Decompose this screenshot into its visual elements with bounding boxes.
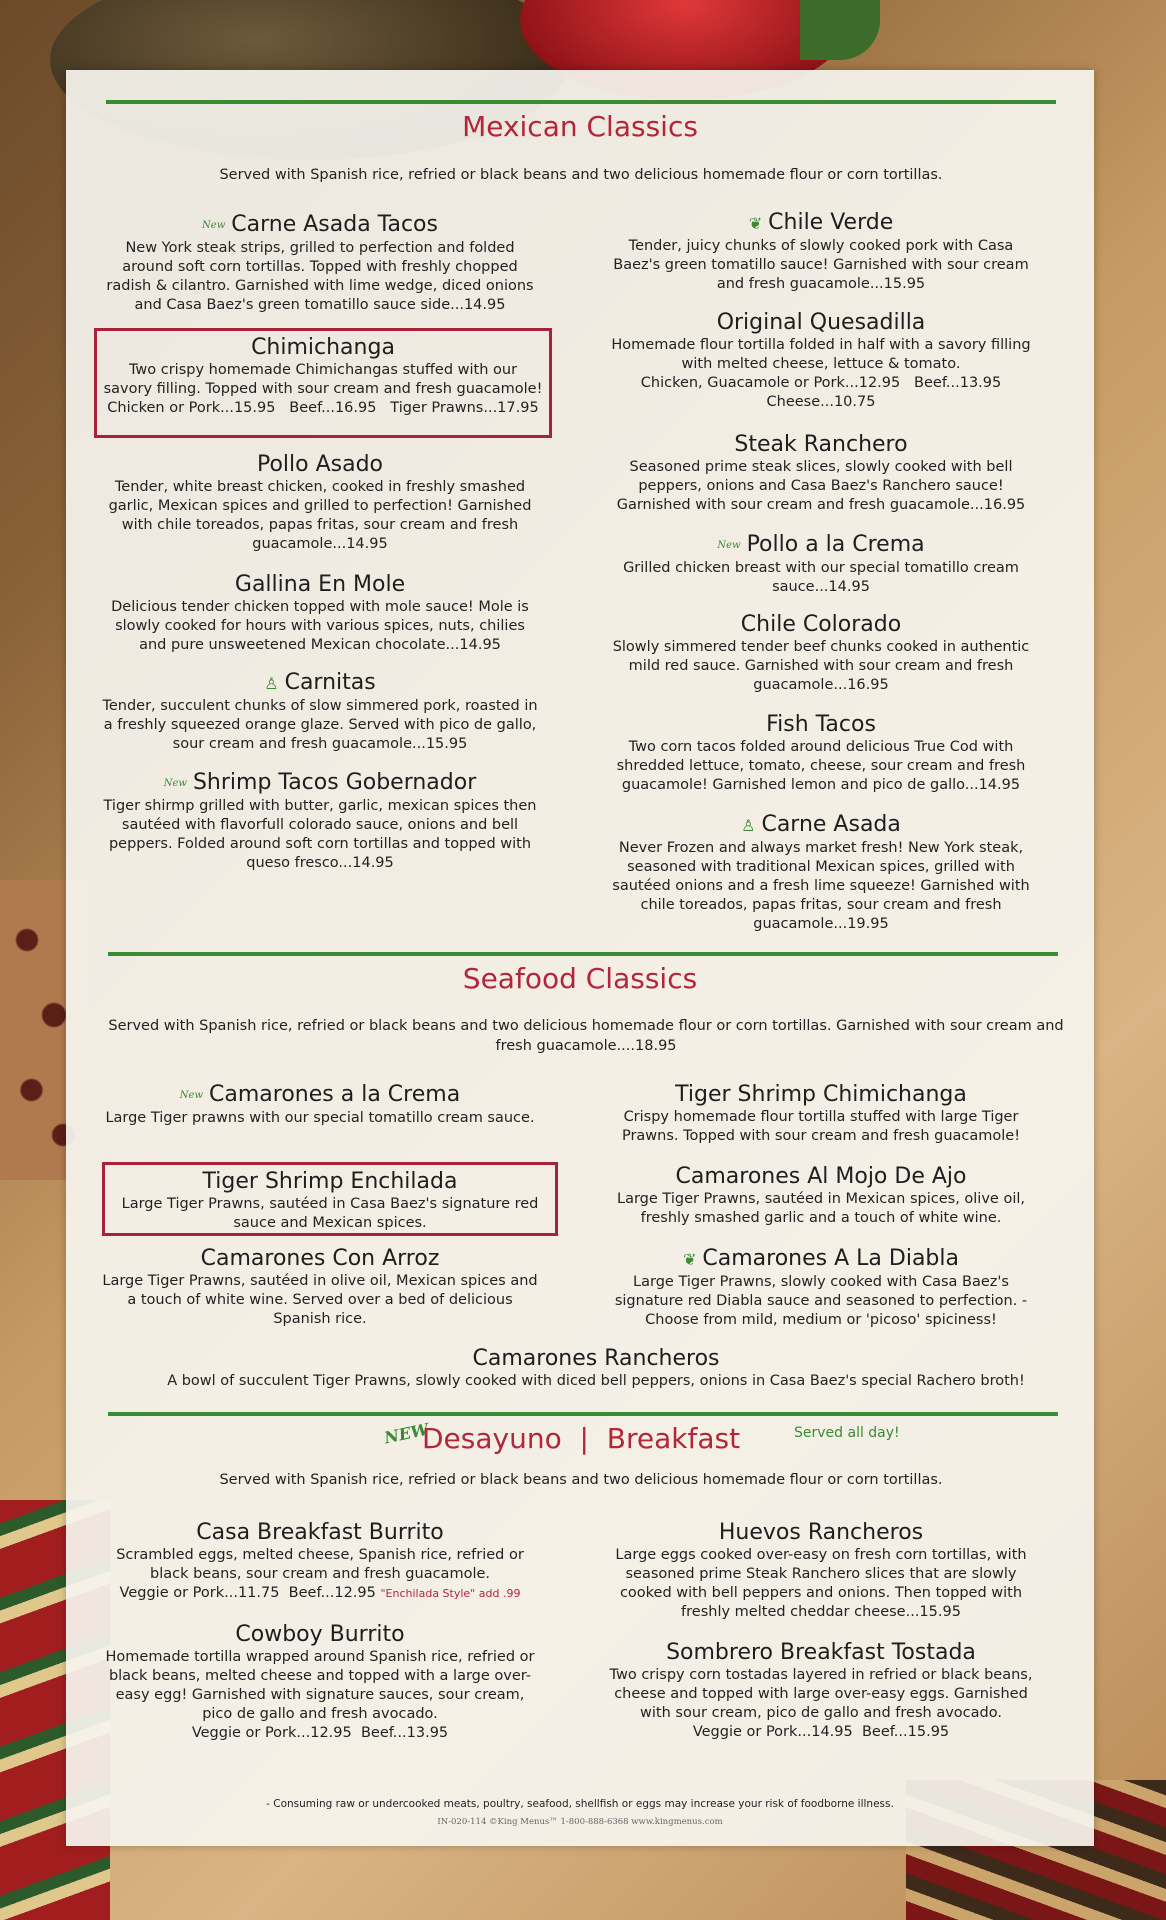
item-description: Seasoned prime steak slices, slowly cooked with bell peppers, onions and Casa Baez's Ranchero sauce! Garnished with sour cream and fresh guacamole...16.95	[616, 459, 1026, 513]
item-name: Pollo a la Crema	[746, 532, 925, 557]
section-note-mexican: Served with Spanish rice, refried or black beans and two delicious homemade flour or corn tortillas.	[219, 167, 943, 183]
item-prices: Veggie or Pork...11.75 Beef...12.95	[119, 1585, 376, 1601]
item-description: Homemade flour tortilla folded in half with a savory filling with melted cheese, lettuce & tomato.	[611, 337, 1031, 372]
item-name: Camarones Al Mojo De Ajo	[675, 1164, 967, 1189]
item-name: Camarones a la Crema	[209, 1082, 461, 1107]
item-description: Scrambled eggs, melted cheese, Spanish rice, refried or black beans, sour cream and fresh guacamole.	[116, 1547, 524, 1582]
item-prices: Veggie or Pork...14.95 Beef...15.95	[692, 1724, 950, 1740]
item-description: Tender, juicy chunks of slowly cooked pork with Casa Baez's green tomatillo sauce! Garnished with sour cream and fresh guacamole...15.95	[613, 238, 1029, 292]
item-name: Tiger Shrimp Chimichanga	[675, 1082, 967, 1107]
item-description: Grilled chicken breast with our special tomatillo cream sauce...14.95	[623, 560, 1019, 595]
leaf-icon: ❦	[683, 1250, 697, 1269]
new-badge: New	[163, 778, 187, 789]
served-all-day: Served all day!	[794, 1425, 900, 1441]
menu-item	[606, 712, 1036, 795]
item-description: Delicious tender chicken topped with mole sauce! Mole is slowly cooked for hours with various spices, nuts, chilies and pure unsweetened Mexican chocolate...14.95	[111, 599, 529, 653]
item-description: Large Tiger prawns with our special tomatillo cream sauce.	[105, 1110, 535, 1126]
menu-item	[606, 1246, 1036, 1330]
menu-item	[606, 432, 1036, 515]
section-title-seafood: Seafood Classics	[462, 962, 698, 995]
pepper-stem-image	[800, 0, 880, 60]
item-name: Huevos Rancheros	[718, 1520, 924, 1545]
menu-item	[100, 572, 540, 655]
menu-item	[606, 310, 1036, 412]
menu-item	[100, 1520, 540, 1603]
item-description: Crispy homemade flour tortilla stuffed with large Tiger Prawns. Topped with sour cream and fresh guacamole!	[621, 1109, 1021, 1144]
menu-item	[606, 210, 1036, 294]
item-prices: Chicken, Guacamole or Pork...12.95 Beef...13.95	[640, 375, 1002, 391]
item-name: Camarones A La Diabla	[702, 1246, 959, 1271]
item-name: Camarones Con Arroz	[200, 1246, 440, 1271]
section-divider	[108, 1412, 1058, 1416]
menu-item	[100, 1082, 540, 1128]
item-name: Chimichanga	[251, 335, 395, 360]
section-divider	[108, 952, 1058, 956]
leaf-icon: ❦	[748, 214, 763, 233]
item-name: Camarones Rancheros	[472, 1346, 720, 1371]
item-name: Chile Colorado	[740, 612, 902, 637]
chef-icon: ♙	[264, 674, 279, 693]
new-badge: New	[179, 1090, 204, 1101]
item-name: Shrimp Tacos Gobernador	[192, 770, 477, 795]
item-name: Fish Tacos	[766, 712, 876, 737]
item-name: Gallina En Mole	[234, 572, 406, 597]
item-description: Tiger shirmp grilled with butter, garlic, mexican spices then sautéed with flavorfull colorado sauce, onions and bell peppers. Folded around soft corn tortillas and topped with queso fresco...14.95	[103, 798, 537, 871]
item-name: Chile Verde	[768, 210, 894, 235]
item-name: Pollo Asado	[256, 452, 384, 477]
menu-item	[606, 812, 1036, 934]
menu-item	[100, 670, 540, 754]
section-note-seafood: Served with Spanish rice, refried or black beans and two delicious homemade flour or corn tortillas. Garnished with sour cream and fresh guacamole....18.95	[108, 1018, 1064, 1054]
section-title-breakfast: Desayuno | Breakfast	[422, 1422, 741, 1455]
item-prices: Veggie or Pork...12.95 Beef...13.95	[191, 1725, 449, 1741]
item-description: A bowl of succulent Tiger Prawns, slowly cooked with diced bell peppers, onions in Casa Baez's special Rachero broth!	[167, 1373, 1025, 1389]
item-description: New York steak strips, grilled to perfection and folded around soft corn tortillas. Topped with freshly chopped radish & cilantro. Garnished with lime wedge, diced onions and Casa Baez's green tomatillo sauce side...14.95	[106, 240, 534, 313]
menu-item	[100, 770, 540, 873]
item-name: Cowboy Burrito	[235, 1622, 405, 1647]
menu-item	[606, 1082, 1036, 1146]
menu-item	[126, 1346, 1066, 1391]
item-description: Large Tiger Prawns, sautéed in Casa Baez's signature red sauce and Mexican spices.	[121, 1196, 539, 1231]
item-description: Slowly simmered tender beef chunks cooked in authentic mild red sauce. Garnished with sour cream and fresh guacamole...16.95	[612, 639, 1030, 693]
item-extra: "Enchilada Style" add .99	[380, 1587, 521, 1600]
item-description: Two crispy corn tostadas layered in refried or black beans, cheese and topped with large over-easy eggs. Garnished with sour cream, pico de gallo and fresh avocado.	[609, 1667, 1033, 1721]
new-badge: New	[202, 220, 226, 231]
new-label: NEW	[382, 1419, 431, 1448]
item-prices: Chicken or Pork...15.95 Beef...16.95 Tiger Prawns...17.95	[107, 400, 539, 416]
section-note-breakfast: Served with Spanish rice, refried or black beans and two delicious homemade flour or corn tortillas.	[219, 1472, 943, 1488]
item-prices: Cheese...10.75	[766, 394, 876, 410]
item-description: Homemade tortilla wrapped around Spanish rice, refried or black beans, melted cheese and topped with a large over-easy egg! Garnished with signature sauces, sour cream, pico de gallo and fresh avocado.	[105, 1649, 535, 1722]
printer-credit: IN-020-114 ©King Menus™ 1-800-888-6368 www.kingmenus.com	[437, 1817, 723, 1827]
food-safety-warning: - Consuming raw or undercooked meats, poultry, seafood, shellfish or eggs may increase your risk of foodborne illness.	[266, 1798, 894, 1810]
item-name: Carne Asada	[761, 812, 901, 837]
item-description: Never Frozen and always market fresh! New York steak, seasoned with traditional Mexican spices, grilled with sautéed onions and a fresh lime squeeze! Garnished with chile toreados, papas fritas, sour cream and fresh guacamole...19.95	[612, 840, 1030, 932]
item-description: Tender, white breast chicken, cooked in freshly smashed garlic, Mexican spices and grilled to perfection! Garnished with chile toreados, papas fritas, sour cream and fresh guacamole...14.95	[108, 479, 532, 552]
item-description: Two crispy homemade Chimichangas stuffed with our savory filling. Topped with sour cream and fresh guacamole!	[103, 362, 543, 397]
menu-item	[606, 612, 1036, 695]
menu-item	[100, 1622, 540, 1743]
item-description: Tender, succulent chunks of slow simmered pork, roasted in a freshly squeezed orange glaze. Served with pico de gallo, sour cream and fresh guacamole...15.95	[102, 698, 538, 752]
menu-item	[100, 212, 540, 315]
item-name: Carnitas	[284, 670, 376, 695]
item-name: Sombrero Breakfast Tostada	[666, 1640, 976, 1665]
menu-item	[100, 452, 540, 554]
menu-item	[606, 532, 1036, 597]
item-name: Casa Breakfast Burrito	[196, 1520, 444, 1545]
item-name: Steak Ranchero	[734, 432, 908, 457]
menu-item	[606, 1164, 1036, 1228]
section-divider	[106, 100, 1056, 104]
item-description: Large Tiger Prawns, sautéed in Mexican spices, olive oil, freshly smashed garlic and a touch of white wine.	[617, 1191, 1025, 1226]
item-name: Original Quesadilla	[716, 310, 926, 335]
item-name: Tiger Shrimp Enchilada	[202, 1169, 458, 1194]
item-description: Large Tiger Prawns, slowly cooked with Casa Baez's signature red Diabla sauce and seasoned to perfection. -Choose from mild, medium or 'picoso' spiciness!	[614, 1274, 1028, 1328]
menu-panel	[66, 70, 1094, 1846]
menu-item	[100, 1246, 540, 1329]
menu-item	[606, 1640, 1036, 1742]
menu-item-featured	[94, 328, 552, 438]
menu-item-featured	[102, 1162, 558, 1236]
new-badge: New	[717, 540, 741, 551]
section-title-mexican: Mexican Classics	[462, 110, 698, 143]
menu-item	[606, 1520, 1036, 1622]
item-description: Large Tiger Prawns, sautéed in olive oil, Mexican spices and a touch of white wine. Served over a bed of delicious Spanish rice.	[102, 1273, 538, 1327]
item-description: Large eggs cooked over-easy on fresh corn tortillas, with seasoned prime Steak Ranchero slices that are slowly cooked with bell peppers and onions. Then topped with freshly melted cheddar cheese...15.95	[615, 1547, 1027, 1620]
item-name: Carne Asada Tacos	[231, 212, 438, 237]
item-description: Two corn tacos folded around delicious True Cod with shredded lettuce, tomato, cheese, sour cream and fresh guacamole! Garnished lemon and pico de gallo...14.95	[616, 739, 1026, 793]
chef-icon: ♙	[741, 816, 756, 835]
